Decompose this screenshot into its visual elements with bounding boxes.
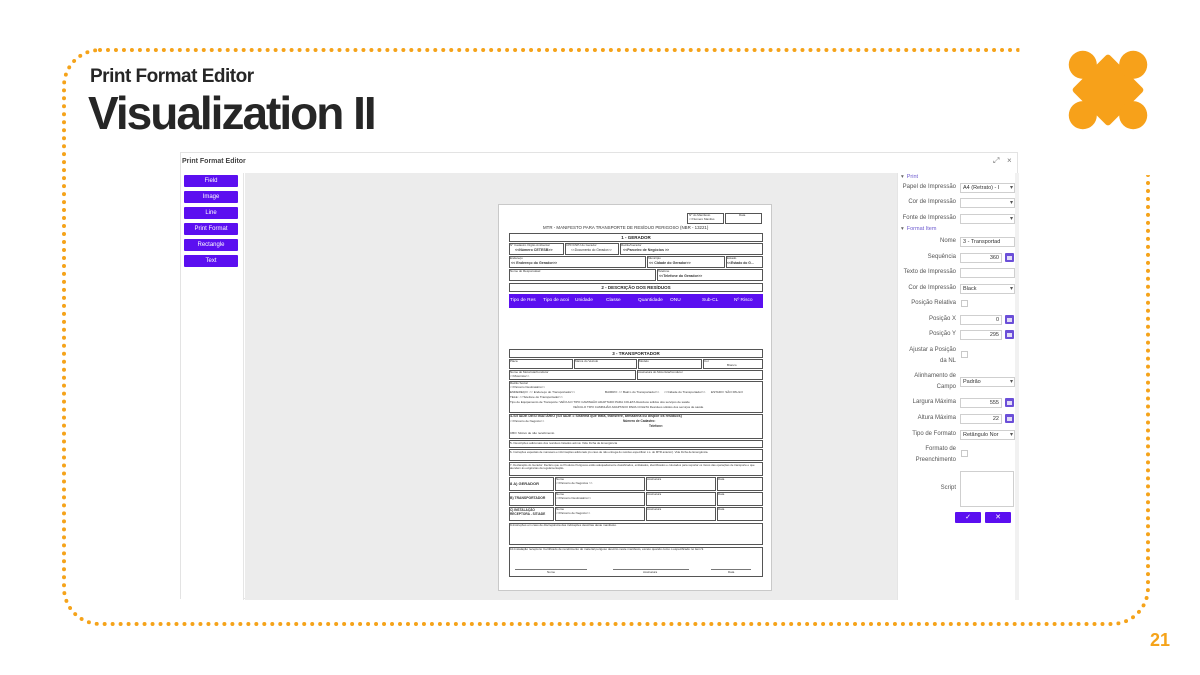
transp-razao-value: <<Parceiro Destinatário>>: [510, 385, 546, 389]
cadastro-value: <<Número CETESB>>: [515, 248, 553, 252]
script-label: Script: [940, 485, 956, 491]
sig-transp-label: B) TRANSPORTADOR: [510, 496, 546, 500]
ajustar-posicao-label-2: da NL: [939, 358, 956, 364]
texto-impressao-label: Texto de Impressão: [903, 269, 956, 275]
item5-text: 5- Descrições adicionais dos resíduos listados acima: Vide Ficha de Emergência: [510, 441, 618, 445]
item6-text: 6- Instruções especiais de manuseio e informações adicionais p/o caso de não entrega do resíduo especificar c.s. do MTR anterior). Vide Ficha de Emergência.: [510, 450, 709, 454]
col-tipo-acoi: Tipo de acoi: [543, 298, 569, 303]
format-item-section-header[interactable]: ▾ Format Item: [901, 226, 937, 232]
editor-title: Print Format Editor: [182, 158, 246, 165]
print-format-editor-window: [180, 152, 1018, 599]
col-n-risco: Nº Risco: [734, 298, 753, 303]
properties-scrollbar[interactable]: [1015, 173, 1019, 600]
col-classe: Classe: [606, 298, 621, 303]
papel-label: Papel de Impressão: [902, 184, 956, 190]
puzzle-piece-icon: [1054, 36, 1162, 144]
cor-label: Cor: [704, 359, 709, 363]
section-transportador[interactable]: 3 - TRANSPORTADOR: [509, 349, 763, 358]
transp-telefone: TELE: <<Telefone do Transportador>>: [510, 395, 563, 399]
print-section-header[interactable]: ▾ Print: [901, 174, 919, 180]
endereco-value: << Endereço do Gerador>>: [511, 261, 558, 265]
sig-gerador-ass-label: Assinatura: [647, 477, 662, 481]
sig-gerador-nome-value: <<Parceiro de Negócios >>: [556, 481, 593, 485]
sig-transp-nome-label: Nome: [556, 492, 565, 496]
sig-gerador-data-label: Data: [718, 477, 725, 481]
item7-text: 7- Declaração do Gerador: Declaro que os Produtos Perigosos estão adequadamente classificados, embalados, identificados e colocados para suportar os riscos das operações de transporte e que atendem às exigências da regulamentação.: [510, 463, 755, 471]
altura-maxima-label: Altura Máxima: [917, 415, 956, 421]
item9-text: 9-Instruções em caso de discrepância das indicações descritas deste manifesto.: [510, 523, 617, 527]
municipio-label: Município: [648, 256, 661, 260]
alinhamento-label: Alinhamento de: [914, 373, 956, 379]
nome-input[interactable]: 3 - Transportad: [960, 237, 1015, 247]
sig-instal-data-label: Data: [718, 507, 725, 511]
formato-preenchimento-label-2: Preenchimento: [915, 457, 956, 463]
marca-label: Marca do Veículo: [575, 359, 599, 363]
cancel-button[interactable]: ✕: [985, 512, 1011, 523]
format-item-section-label: Format Item: [906, 226, 937, 232]
palette-rectangle-button[interactable]: Rectangle: [184, 239, 238, 251]
motorista-value: <<Motorista>>: [510, 374, 530, 378]
fonte-impressao-select[interactable]: [960, 214, 1015, 224]
sig-gerador-label: 8 A) GERADOR: [510, 481, 539, 486]
formato-preenchimento-checkbox[interactable]: [961, 450, 968, 457]
sig-instal-ass-label: Assinatura: [647, 507, 662, 511]
largura-maxima-input[interactable]: 555: [960, 398, 1002, 408]
razao-label: Razão/Gerador: [621, 243, 642, 247]
transp-razao-label: Razão Social: [510, 381, 528, 385]
col-sub-cl: Sub-CL: [702, 298, 719, 303]
ajustar-posicao-label: Ajustar a Posição: [909, 347, 956, 353]
palette-text-button[interactable]: Text: [184, 255, 238, 267]
destinatario-cbo: CBO: Motivo de não recebimento: [510, 431, 555, 435]
tipo-formato-label: Tipo de Formato: [912, 431, 956, 437]
slide-subtitle: Print Format Editor: [90, 66, 254, 87]
sig-instal-label: C) INSTALAÇÃO RECEPTORA - SITIADE: [510, 508, 546, 516]
posicao-y-input[interactable]: 295: [960, 330, 1002, 340]
cor-value: Branco: [727, 363, 737, 367]
design-canvas[interactable]: [245, 173, 897, 600]
municipio-value: << Cidade do Gerador>>: [649, 261, 691, 265]
col-onu: ONU: [670, 298, 681, 303]
cpf-value: <<Documento do Gerador>>: [571, 248, 612, 252]
transp-estado: ESTADO: SÃO PAULO: [711, 390, 743, 394]
cor-impressao-label: Cor de Impressão: [908, 199, 956, 205]
element-palette: [181, 173, 244, 600]
tipo-formato-select[interactable]: Retângulo Nor ▾: [960, 430, 1015, 440]
script-textarea[interactable]: [960, 471, 1014, 507]
altura-maxima-input[interactable]: 22: [960, 414, 1002, 424]
properties-panel: [897, 173, 1019, 600]
date-label: Data: [739, 213, 746, 217]
expand-icon[interactable]: ⤢: [993, 156, 1000, 165]
cor-impressao-item-label: Cor de Impressão: [908, 285, 956, 291]
estado-label: Estado: [727, 256, 737, 260]
telefone-value: <<Telefone do Gerador>>: [659, 274, 703, 278]
ajustar-posicao-checkbox[interactable]: [961, 351, 968, 358]
posicao-x-label: Posição X: [928, 316, 956, 322]
transp-equipamento-2: VEÍCULO TIPO CAMINHÃO ADAPTADO PARA COLETA Resíduos sólidos dos serviços de saúde: [573, 405, 704, 409]
sig-instal-nome-label: Nome: [556, 507, 565, 511]
motorista-label: Nome do Motorista/Condutor: [510, 370, 549, 374]
document-title: MTR - MANIFESTO PARA TRANSPORTE DE RESÍDUO PERIGOSO (NBR - 13221): [543, 225, 709, 230]
posicao-relativa-checkbox[interactable]: [961, 300, 968, 307]
col-tipo-res: Tipo de Res: [510, 298, 536, 303]
posicao-x-input[interactable]: 0: [960, 315, 1002, 325]
alinhamento-label-2: Campo: [936, 384, 956, 390]
placa-box[interactable]: [509, 359, 573, 369]
cor-impressao-item-select[interactable]: Black ▾: [960, 284, 1015, 294]
formato-preenchimento-label: Formato de: [925, 446, 956, 452]
section-residuos[interactable]: 2 - DESCRIÇÃO DOS RESÍDUOS: [509, 283, 763, 292]
slide-title: Visualization II: [88, 87, 375, 139]
section-destinatario: 4-SITIADE DESTINATÁRIO (SITIADE = Sistema que trata, transfere, armazena ou dispõe os resíduos): [510, 414, 682, 418]
sig-transp-nome-value: <<Parceiro Destinatário>>: [556, 496, 592, 500]
estado-value: <<Estado do G...: [727, 261, 754, 265]
papel-select[interactable]: A4 (Retrato) - I ▾: [960, 183, 1015, 193]
palette-line-button[interactable]: Line: [184, 207, 238, 219]
sequencia-input[interactable]: 360: [960, 253, 1002, 263]
residue-table-header[interactable]: [509, 294, 763, 308]
altura-picker-icon[interactable]: [1005, 414, 1014, 423]
destinatario-parceiro: <<Parceiro de Negócio>>: [510, 419, 545, 423]
responsavel-label: Nome do Responsável: [510, 269, 541, 273]
transp-bairro: BAIRRO: << Bairro do Transportador>>: [605, 390, 660, 394]
posicao-y-label: Posição Y: [929, 331, 956, 337]
destinatario-telefone: Telefone:: [649, 424, 663, 428]
close-icon[interactable]: ×: [1007, 156, 1012, 165]
confirm-button[interactable]: ✓: [955, 512, 981, 523]
print-section-label: Print: [906, 174, 919, 180]
manifest-number-value: <<Numero Manifes: [689, 217, 715, 221]
cor-impressao-select[interactable]: [960, 198, 1015, 208]
fonte-impressao-label: Fonte de Impressão: [902, 215, 956, 221]
footer-assinatura-label: Assinatura: [643, 570, 658, 574]
razao-value: <<Parceiro de Negócios >>: [623, 248, 670, 252]
posicao-relativa-label: Posição Relativa: [911, 300, 956, 306]
modelo-label: Modelo: [639, 359, 649, 363]
sequencia-label: Sequência: [927, 254, 956, 260]
largura-picker-icon[interactable]: [1005, 398, 1014, 407]
destinatario-cadastro: Número de Cadastro:: [623, 419, 656, 423]
telefone-label: Telefone: [658, 269, 670, 273]
section-gerador[interactable]: 1 - GERADOR: [509, 233, 763, 242]
nome-label: Nome: [939, 238, 956, 244]
cpf-label: CPF/CNPJ do Gerador: [566, 243, 597, 247]
document-page: [498, 204, 772, 591]
transp-endereco: ENDEREÇO: << Endereço do Transportador>>: [510, 390, 576, 394]
item10-text: 10-Instalação receptora: Certificado de recebimento do material perigoso descrito neste manifesto, exceto quando como o especificado no item 9.: [510, 547, 704, 551]
page-number: 21: [1150, 630, 1171, 650]
sig-transp-ass-label: Assinatura: [647, 492, 662, 496]
sig-transp-data-label: Data: [718, 492, 725, 496]
alinhamento-select[interactable]: Padrão ▾: [960, 377, 1015, 387]
cadastro-label: Nº Cadastro Órgão Ambiental: [510, 243, 550, 247]
assinatura-motorista-label: Assinatura do Motorista/Condutor: [638, 370, 683, 374]
palette-image-button[interactable]: Image: [184, 191, 238, 203]
manifest-number-label: Nº do Manifesto: [689, 213, 711, 217]
footer-data-label: Data: [728, 570, 735, 574]
palette-field-button[interactable]: Field: [184, 175, 238, 187]
col-unidade: Unidade: [575, 298, 593, 303]
footer-nome-label: Nome: [547, 570, 556, 574]
largura-maxima-label: Largura Máxima: [912, 399, 956, 405]
sig-gerador-nome-label: Nome: [556, 477, 565, 481]
palette-print-format-button[interactable]: Print Format: [184, 223, 238, 235]
texto-impressao-input[interactable]: [960, 268, 1015, 278]
posicao-x-picker-icon[interactable]: [1005, 315, 1014, 324]
transp-equipamento: Tipo de Equipamento de Transporte: VEÍCULO TIPO CAMINHÃO ADAPTADO PARA COLETA Resíduos sólidos dos serviços de saúde: [510, 400, 690, 404]
col-quantidade: Quantidade: [638, 298, 663, 303]
placa-label: Placa: [510, 359, 518, 363]
endereco-label: Endereço: [510, 256, 523, 260]
transp-cidade: <<Cidade do Transportador>>: [664, 390, 706, 394]
posicao-y-picker-icon[interactable]: [1005, 330, 1014, 339]
sig-instal-nome-value: <<Parceiro de Negócio>>: [556, 511, 591, 515]
sequencia-picker-icon[interactable]: [1005, 253, 1014, 262]
